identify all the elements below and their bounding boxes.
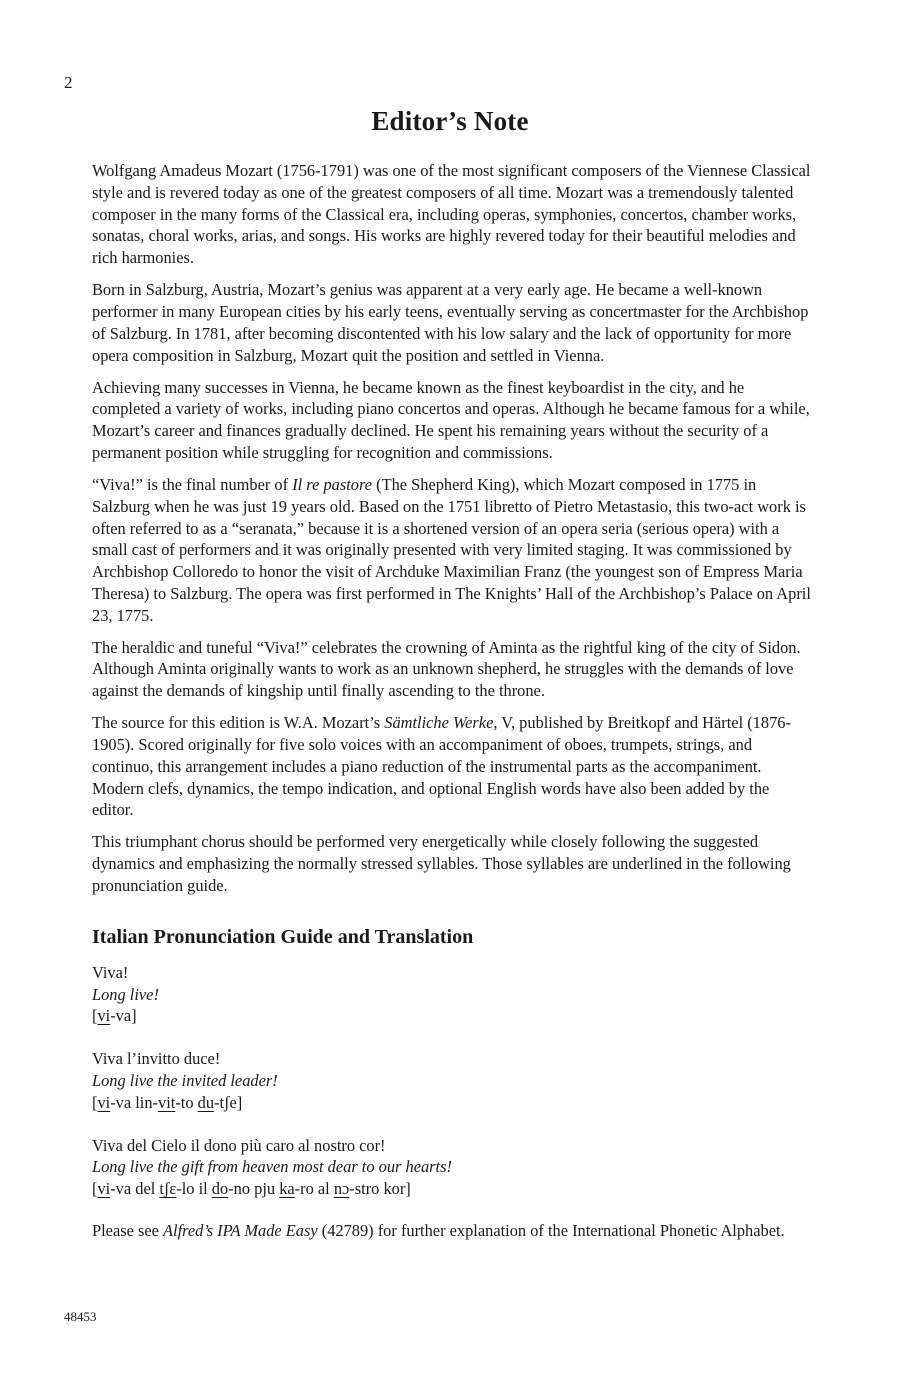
ipa-transcription xyxy=(92,1178,812,1200)
italian-text: Viva l’invitto duce! xyxy=(92,1049,221,1069)
ipa-segment: -stro kor] xyxy=(349,1179,411,1199)
ipa-segment: -lo il xyxy=(176,1179,212,1199)
ipa-segment: -ro al xyxy=(294,1179,334,1199)
paragraph-performance: This triumphant chorus should be performed very energetically while closely following the suggested dynamics and emphasizing the normally stressed syllables. Those syllables are underlined in the following pronunciation guide. xyxy=(92,832,791,896)
ipa-segment: [ xyxy=(92,1006,98,1026)
english-translation: Long live! xyxy=(92,984,159,1004)
source-title: Sämtliche Werke, xyxy=(384,713,498,733)
italian-text: Viva del Cielo il dono più caro al nostro cor! xyxy=(92,1135,386,1155)
page-number: 2 xyxy=(64,73,73,92)
english-translation: Long live the invited leader! xyxy=(92,1071,278,1091)
paragraph-text: (The Shepherd King), which Mozart composed in 1775 in Salzburg when he was just 19 years old. Based on the 1751 libretto of Pietro Metastasio, this two-act work is often referred to as a “seranata,” because it is a shortened version of an opera seria (serious opera) with a small cast of performers and it was originally presented with very limited staging. It was commissioned by Archbishop Colloredo to honor the visit of Archduke Maximilian Franz (the youngest son of Empress Maria Theresa) to Salzburg. The opera was first performed in The Knights’ Hall of the Archbishop’s Palace on April 23, 1775. xyxy=(92,474,811,625)
ipa-segment: -va lin- xyxy=(110,1092,159,1112)
pronunciation-guide-heading: Italian Pronunciation Guide and Translation xyxy=(92,925,474,948)
ipa-transcription xyxy=(92,1005,812,1027)
ipa-stressed-syllable: nɔ xyxy=(333,1179,350,1199)
paragraph-early-life: Born in Salzburg, Austria, Mozart’s genius was apparent at a very early age. He became a well-known performer in many European cities by his early teens, eventually serving as concertmaster for the Archbishop of Salzburg. In 1781, after becoming discontented with his low salary and the lack of opportunity for more opera composition in Salzburg, Mozart quit the position and settled in Vienna. xyxy=(92,280,809,365)
ipa-stressed-syllable: do xyxy=(211,1179,229,1199)
ipa-segment: -to xyxy=(175,1092,198,1112)
ipa-transcription xyxy=(92,1092,812,1114)
guide-entry xyxy=(92,1135,812,1200)
page-title: Editor’s Note xyxy=(371,106,529,136)
ipa-reference-note xyxy=(92,1220,812,1242)
ipa-stressed-syllable: tʃɛ xyxy=(159,1179,177,1199)
paragraph-il-re-pastore xyxy=(92,474,812,627)
english-translation: Long live the gift from heaven most dear to our hearts! xyxy=(92,1157,452,1177)
note-text: Please see xyxy=(92,1221,163,1240)
ipa-stressed-syllable: vit xyxy=(158,1092,176,1112)
guide-entry xyxy=(92,1048,812,1113)
editors-note-body xyxy=(92,160,812,1252)
ipa-stressed-syllable: vi xyxy=(97,1179,111,1199)
guide-entry xyxy=(92,962,812,1027)
paragraph-story: The heraldic and tuneful “Viva!” celebrates the crowning of Aminta as the rightful king of the city of Sidon. Although Aminta originally wants to work as an unknown shepherd, he struggles with the demands of love against the demands of kingship until finally ascending to the throne. xyxy=(92,637,801,701)
italian-text: Viva! xyxy=(92,962,129,982)
paragraph-text: “Viva!” is the final number of xyxy=(92,474,293,494)
ipa-stressed-syllable: du xyxy=(197,1092,215,1112)
paragraph-text: The source for this edition is W.A. Mozart’s xyxy=(92,713,385,733)
paragraph-source xyxy=(92,712,812,821)
ipa-stressed-syllable: ka xyxy=(279,1179,295,1199)
ipa-segment: [ xyxy=(92,1179,98,1199)
note-text: (42789) for further explanation of the International Phonetic Alphabet. xyxy=(317,1221,785,1240)
ipa-stressed-syllable: vi xyxy=(97,1092,111,1112)
ipa-segment: -va] xyxy=(110,1006,137,1026)
ipa-segment: -va del xyxy=(110,1179,160,1199)
paragraph-text: V, published by Breitkopf and Härtel (1876-1905). Scored originally for five solo voices with an accompaniment of oboes, trumpets, strings, and continuo, this arrangement includes a piano reduction of the instrumental parts as the accompaniment. Modern clefs, dynamics, the tempo indication, and optional English words have also been added by the editor. xyxy=(92,713,791,820)
ipa-segment: -tʃe] xyxy=(214,1092,243,1112)
catalog-number: 48453 xyxy=(64,1309,97,1324)
ipa-segment: [ xyxy=(92,1092,98,1112)
ipa-segment: -no pju xyxy=(228,1179,280,1199)
ipa-stressed-syllable: vi xyxy=(97,1006,111,1026)
paragraph-biography: Wolfgang Amadeus Mozart (1756-1791) was one of the most significant composers of the Viennese Classical style and is revered today as one of the greatest composers of all time. Mozart was a tremendously talented composer in the many forms of the Classical era, including operas, symphonies, concertos, chamber works, sonatas, choral works, arias, and songs. His works are highly revered today for their beautiful melodies and rich harmonies. xyxy=(92,161,811,268)
book-title: Alfred’s IPA Made Easy xyxy=(163,1221,318,1240)
opera-title: Il re pastore xyxy=(292,474,373,494)
paragraph-vienna: Achieving many successes in Vienna, he became known as the finest keyboardist in the city, and he completed a variety of works, including piano concertos and operas. Although he became famous for a while, Mozart’s career and finances gradually declined. He spent his remaining years without the security of a permanent position while struggling for recognition and commissions. xyxy=(92,377,810,462)
